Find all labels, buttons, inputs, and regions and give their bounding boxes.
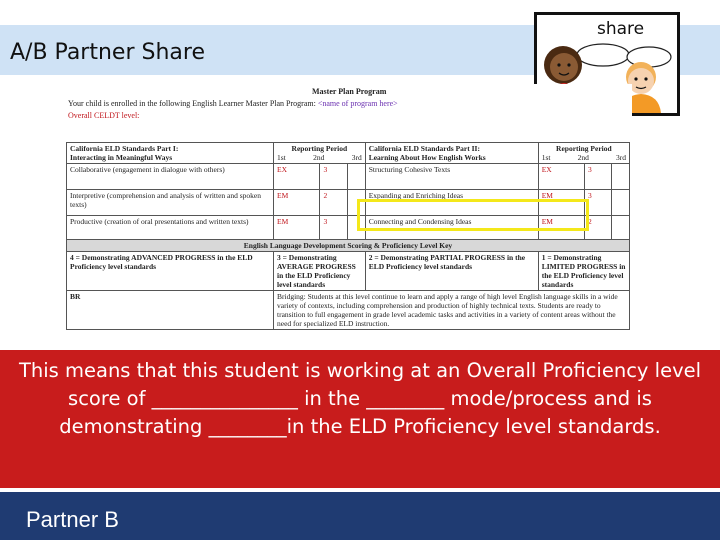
bridging-row: BR Bridging: Students at this level continue to learn and apply a range of high level English language skills in a wide variety of contexts, including comprehension and production of highly technical texts. Students are ready to transition to full engagement in grade level academic tasks and activities in a variety of content areas without the need for specialized ELD instruction. <box>67 291 630 330</box>
part2-period-header: Reporting Period 1st 2nd 3rd <box>538 143 629 164</box>
part2-header: California ELD Standards Part II: Learning About How English Works <box>365 143 538 164</box>
enrolled-text: Your child is enrolled in the following English Learner Master Plan Program: <box>68 99 316 108</box>
share-caption: share <box>597 19 645 39</box>
eld-standards-table <box>66 142 630 330</box>
program-placeholder: <name of program here> <box>317 99 398 108</box>
prompt-text: This means that this student is working at an Overall Proficiency level score of _______________ in the ________ mode/process and is demonstrating ________in the ELD Proficiency level standards. <box>18 359 702 438</box>
part1-header: California ELD Standards Part I: Interacting in Meaningful Ways <box>67 143 274 164</box>
key-title-row: English Language Development Scoring & Proficiency Level Key <box>67 240 630 252</box>
enrolled-line <box>68 99 628 108</box>
table-row: Productive (creation of oral presentations and written texts) EM 3 Connecting and Condensing Ideas EM 2 <box>67 216 630 240</box>
part1-period-header: Reporting Period 1st 2nd 3rd <box>274 143 366 164</box>
key-row: 4 = Demonstrating ADVANCED PROGRESS in the ELD Proficiency level standards 3 = Demonstrating AVERAGE PROGRESS in the ELD Proficiency level standards 2 = Demonstrating PARTIAL PROGRESS in the ELD Proficiency level standards 1 = Demonstrating LIMITED PROGRESS in the ELD Proficiency level standards <box>67 252 630 291</box>
slide-title: A/B Partner Share <box>10 40 205 65</box>
partner-label: Partner B <box>26 507 119 532</box>
program-title: Master Plan Program <box>312 87 387 96</box>
table-row: Interpretive (comprehension and analysis of written and spoken texts) EM 2 Expanding and Enriching Ideas EM 3 <box>67 190 630 216</box>
table-row: Collaborative (engagement in dialogue with others) EX 3 Structuring Cohesive Texts EX 3 <box>67 164 630 190</box>
report-card-document <box>64 84 632 354</box>
highlight-box <box>357 199 589 231</box>
celdt-label: Overall CELDT level: <box>68 111 140 120</box>
